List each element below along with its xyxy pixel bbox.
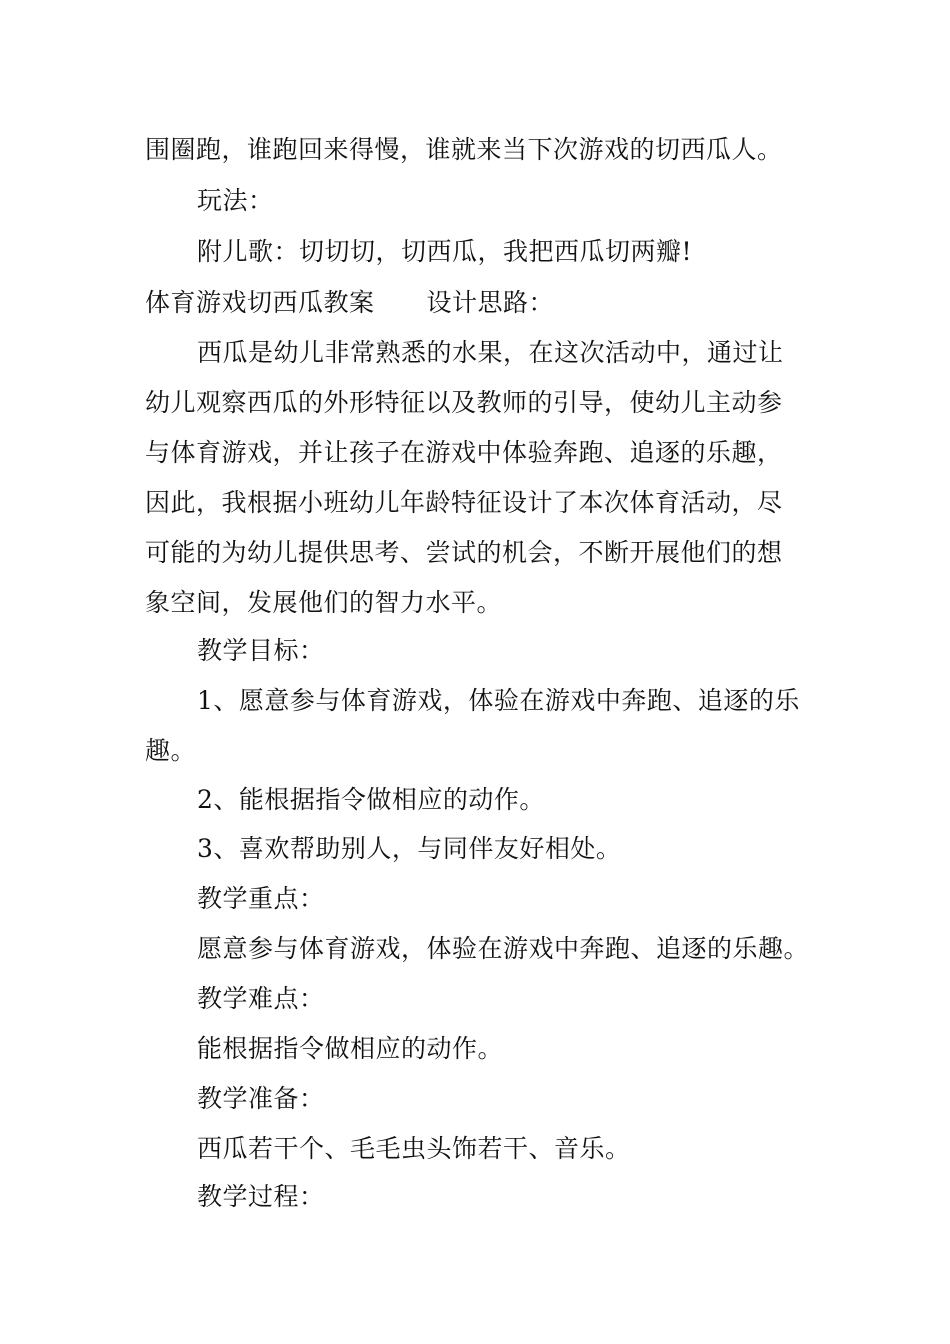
- text-line: 趣。: [145, 736, 197, 765]
- section-heading: 设计思路：: [426, 288, 555, 317]
- text-line: 西瓜若干个、毛毛虫头饰若干、音乐。: [197, 1134, 631, 1163]
- section-heading: 教学重点：: [197, 884, 325, 913]
- text-line: 因此，我根据小班幼儿年龄特征设计了本次体育活动，尽: [145, 488, 783, 517]
- section-heading: 教学难点：: [197, 984, 325, 1013]
- text-line: 象空间，发展他们的智力水平。: [145, 588, 503, 617]
- text-line: 玩法：: [197, 186, 274, 215]
- section-heading: 教学过程：: [197, 1182, 325, 1211]
- text-line: 可能的为幼儿提供思考、尝试的机会，不断开展他们的想: [145, 538, 783, 567]
- text-line: 与体育游戏，并让孩子在游戏中体验奔跑、追逐的乐趣，: [145, 438, 783, 467]
- text-line: 西瓜是幼儿非常熟悉的水果，在这次活动中，通过让: [197, 338, 784, 367]
- section-heading: 教学准备：: [197, 1084, 325, 1113]
- text-line: 能根据指令做相应的动作。: [197, 1034, 504, 1063]
- text-line: 2、能根据指令做相应的动作。: [197, 785, 545, 814]
- text-line: 3、喜欢帮助别人，与同伴友好相处。: [197, 834, 622, 863]
- text-line: 1、愿意参与体育游戏，体验在游戏中奔跑、追逐的乐: [197, 686, 800, 715]
- text-line-heading: [145, 288, 554, 318]
- text-line: 愿意参与体育游戏，体验在游戏中奔跑、追逐的乐趣。: [197, 934, 810, 963]
- document-title: 体育游戏切西瓜教案: [145, 288, 375, 317]
- text-line: 幼儿观察西瓜的外形特征以及教师的引导，使幼儿主动参: [145, 388, 783, 417]
- section-heading: 教学目标：: [197, 636, 325, 665]
- text-line: 附儿歌：切切切，切西瓜，我把西瓜切两瓣!: [197, 237, 693, 266]
- text-line: 围圈跑，谁跑回来得慢，谁就来当下次游戏的切西瓜人。: [145, 135, 783, 164]
